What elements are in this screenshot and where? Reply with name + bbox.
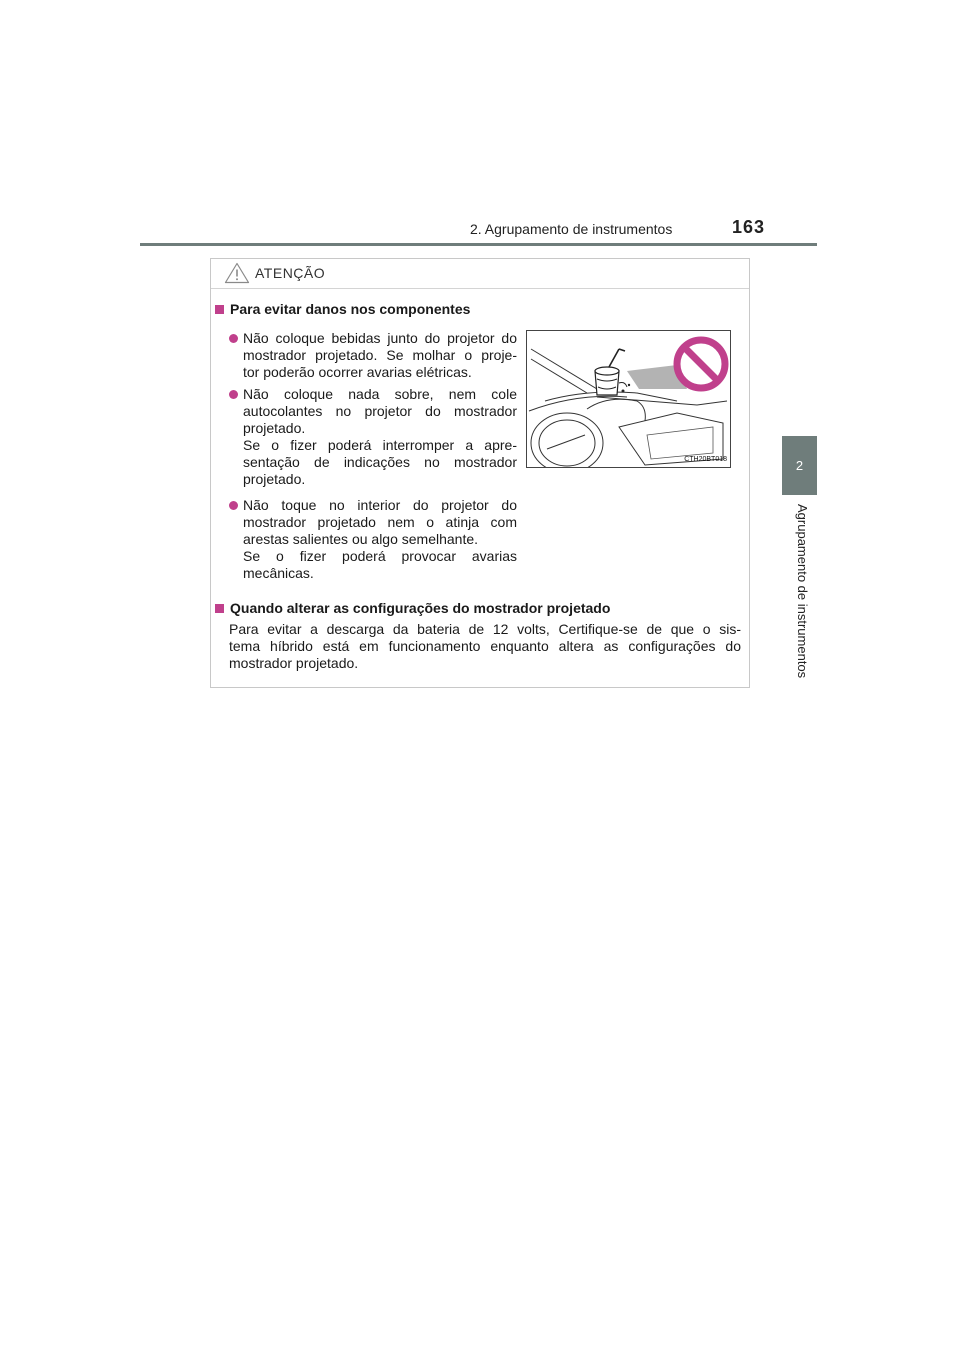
text-line: mostrador projetado. xyxy=(229,655,359,671)
text-line: Se o fizer poderá provocar avarias xyxy=(243,548,517,564)
section-heading-components xyxy=(215,301,470,317)
text-line: tema híbrido está em funcionamento enquanto altera as configurações do xyxy=(229,638,741,654)
dashboard-illustration xyxy=(526,330,731,468)
bullet-item xyxy=(229,386,517,488)
text-line: projetado. xyxy=(243,471,306,487)
text-line: Não coloque bebidas junto do projetor do xyxy=(243,330,517,346)
dashboard-drink-illustration xyxy=(527,331,730,467)
settings-paragraph xyxy=(229,621,741,672)
warning-header xyxy=(211,259,749,289)
section-heading-text: Quando alterar as configurações do mostrador projetado xyxy=(230,600,611,616)
warning-title: ATENÇÃO xyxy=(255,265,326,281)
figure-code: CTH20BT018 xyxy=(684,456,727,463)
square-bullet-icon xyxy=(215,604,224,613)
text-line: Para evitar a descarga da bateria de 12 volts, Certifique-se de que o sis- xyxy=(229,621,741,637)
chapter-title-vertical: Agrupamento de instrumentos xyxy=(795,504,810,679)
chapter-number: 2 xyxy=(795,458,804,473)
text-line: autocolantes no projetor do mostrador xyxy=(243,403,517,419)
text-line: Não coloque nada sobre, nem cole xyxy=(243,386,517,402)
text-line: mostrador projetado. Se molhar o proje- xyxy=(243,347,517,363)
section-heading-settings xyxy=(215,600,610,616)
text-line: mecânicas. xyxy=(243,565,314,581)
warning-triangle-icon xyxy=(224,262,250,289)
text-line: sentação de indicações no mostrador xyxy=(243,454,517,470)
text-line: arestas salientes ou algo semelhante. xyxy=(243,531,479,547)
section-heading-text: Para evitar danos nos componentes xyxy=(230,301,471,317)
page-number: 163 xyxy=(732,217,766,237)
square-bullet-icon xyxy=(215,305,224,314)
bullet-item xyxy=(229,497,517,582)
chapter-tab xyxy=(782,436,817,495)
round-bullet-icon xyxy=(229,390,238,399)
header-divider xyxy=(140,243,817,246)
running-header-section: 2. Agrupamento de instrumentos xyxy=(470,221,673,237)
text-line: tor poderão ocorrer avarias elétricas. xyxy=(243,364,472,380)
round-bullet-icon xyxy=(229,501,238,510)
bullet-item xyxy=(229,330,517,381)
text-line: mostrador projetado nem o atinja com xyxy=(243,514,517,530)
text-line: projetado. xyxy=(243,420,306,436)
text-line: Não toque no interior do projetor do xyxy=(243,497,517,513)
warning-box xyxy=(210,258,750,688)
round-bullet-icon xyxy=(229,334,238,343)
text-line: Se o fizer poderá interromper a apre- xyxy=(243,437,517,453)
